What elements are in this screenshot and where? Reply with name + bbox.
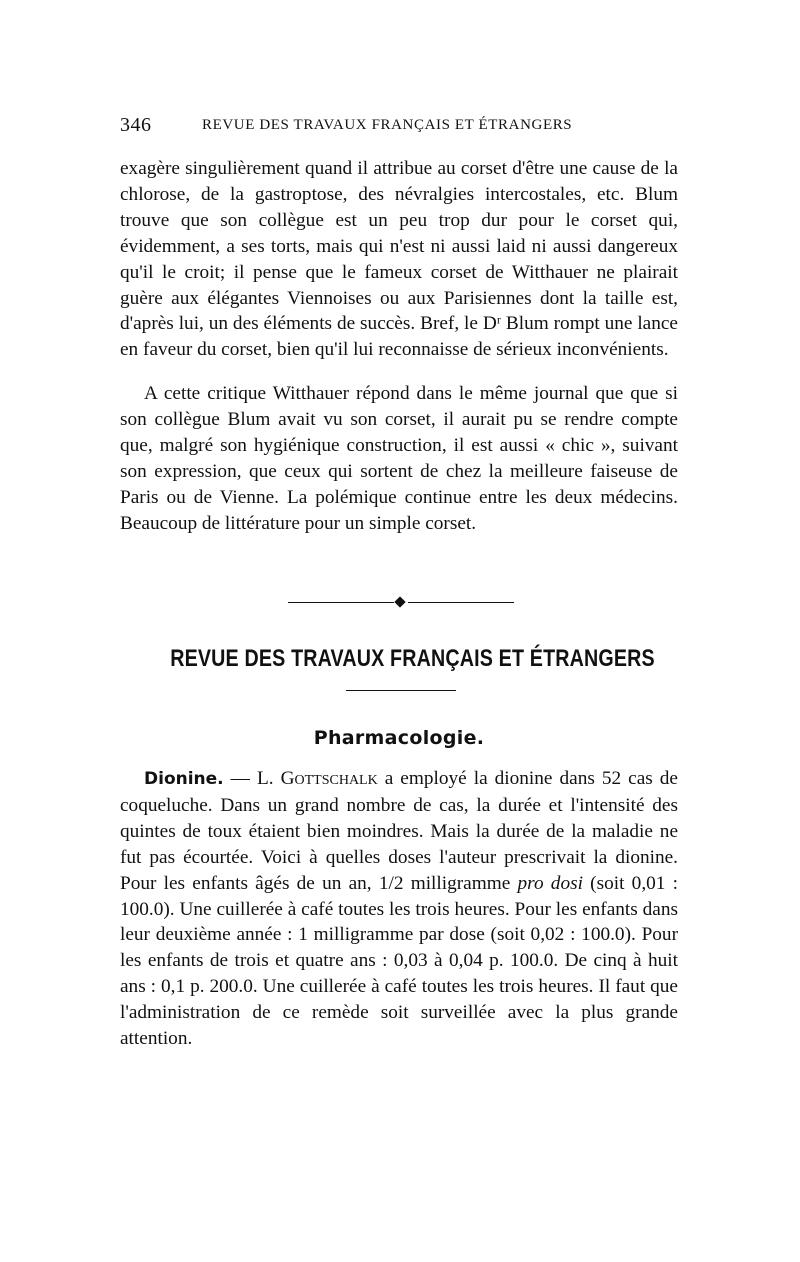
heading-rule — [346, 690, 456, 691]
divider-line — [288, 602, 394, 603]
paragraph-text: A cette critique Witthauer répond dans le même journal que que si son collègue Blum avait vu son corset, il aurait pu se rendre compte que, malgré son hygiénique construction, il est aussi « chic », suivant son expression, que ceux qui sortent de chez la meilleure faiseuse de Paris ou de Vienne. La polémique continue entre les deux médecins. Beaucoup de littérature pour un simple corset. — [120, 383, 678, 534]
subsection-heading: Pharmacologie. — [313, 727, 485, 749]
entry-paragraph — [120, 766, 678, 1052]
paragraph — [120, 381, 678, 536]
page-number: 346 — [120, 114, 152, 136]
entry-text-part-2: (soit 0,01 : 100.0). Une cuillerée à café toutes les trois heures. Pour les enfants dans leur deuxième année : 1 milligramme par dose (soit 0,02 : 100.0). Pour les enfants de trois et quatre ans : 0,03 à 0,04 p. 100.0. De cinq à huit ans : 0,1 p. 200.0. Une cuillerée à café toutes les trois heures. Il faut que l'administration de ce remède soit surveillée avec la plus grande attention. — [120, 872, 678, 1050]
paragraph-text: exagère singulièrement quand il attribue au corset d'être une cause de la chlorose, de la gastroptose, des névralgies intercostales, etc. Blum trouve que son collègue est un peu trop dur pour le corset qui, évidemment, a ses torts, mais qui n'est ni aussi laid ni aussi dangereux qu'il le croit; il pense que le fameux corset de Witthauer ne plairait guère aux élégantes Viennoises ou aux Parisiennes dont la taille est, d'après lui, un des éléments de succès. Bref, le Dʳ Blum rompt une lance en faveur du corset, bien qu'il lui reconnaisse de sérieux inconvénients. — [120, 158, 678, 361]
entry-text-part-1: a employé la dionine dans 52 cas de coqueluche. Dans un grand nombre de cas, la durée et l'intensité des quintes de toux étaient bien moindres. Mais la durée de la maladie ne fut pas écourtée. Voici à quelles doses l'auteur prescrivait la dionine. Pour les enfants âgés de un an, 1/2 milligramme — [120, 768, 678, 894]
continued-paragraph — [120, 156, 678, 363]
entry-italic-term: pro dosi — [517, 872, 583, 894]
running-head — [120, 114, 680, 140]
section-divider-ornament — [288, 599, 514, 607]
entry-dash: — — [223, 768, 257, 789]
entry-author: L. Gottschalk — [256, 768, 378, 789]
divider-line — [408, 602, 514, 603]
running-title: REVUE DES TRAVAUX FRANÇAIS ET ÉTRANGERS — [202, 117, 573, 133]
entry-term: Dionine. — [144, 769, 224, 789]
diamond-icon — [394, 596, 405, 607]
entry-text — [120, 766, 678, 1052]
section-heading: REVUE DES TRAVAUX FRANÇAIS ET ÉTRANGERS — [170, 645, 655, 672]
